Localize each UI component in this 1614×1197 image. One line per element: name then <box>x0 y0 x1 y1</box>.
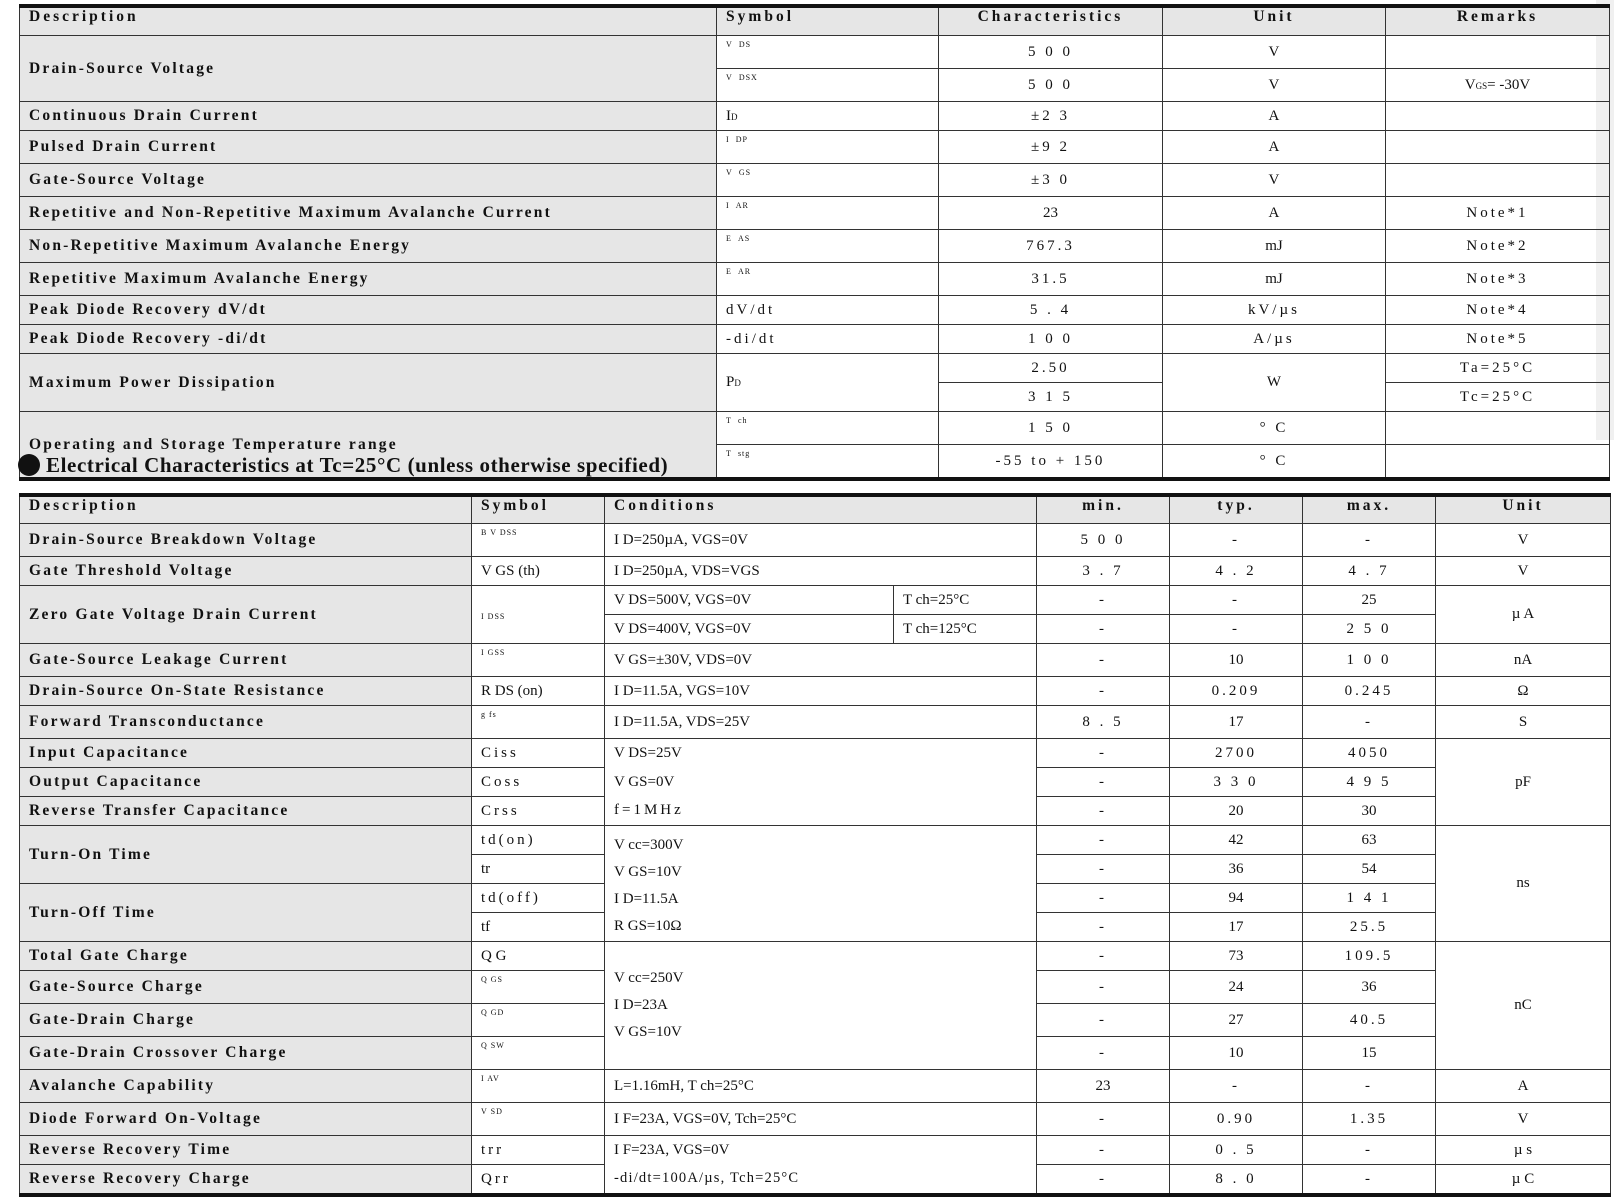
row-max: 25 <box>1303 586 1436 615</box>
table-row <box>20 586 1611 615</box>
table-row <box>20 164 1610 197</box>
row-max: - <box>1303 706 1436 739</box>
row-value: -55 to + 150 <box>938 445 1162 480</box>
table-row <box>20 354 1610 383</box>
row-value: ±9 2 <box>938 131 1162 164</box>
row-unit: A <box>1162 197 1385 230</box>
row-max: 63 <box>1303 826 1436 855</box>
row-min: - <box>1037 586 1170 615</box>
row-unit: mJ <box>1162 230 1385 263</box>
row-unit: V <box>1436 1103 1611 1136</box>
row-unit: ° C <box>1162 412 1385 445</box>
row-symbol: Q G <box>472 942 605 971</box>
row-symbol: I DP <box>717 131 939 164</box>
row-symbol: E AR <box>717 263 939 296</box>
header-conditions: Conditions <box>605 495 1037 524</box>
table-row <box>20 263 1610 296</box>
row-min: - <box>1037 1103 1170 1136</box>
row-unit: nC <box>1436 942 1611 1070</box>
row-symbol: Ciss <box>472 739 605 768</box>
table-row <box>20 102 1610 131</box>
row-description: Operating and Storage Temperature range <box>20 412 717 480</box>
row-value: 767.3 <box>938 230 1162 263</box>
row-symbol: PD <box>717 354 939 412</box>
row-description: Repetitive Maximum Avalanche Energy <box>20 263 717 296</box>
switching-conditions: V cc=300V V GS=10V I D=11.5A R GS=10Ω <box>605 826 1037 942</box>
row-typ: - <box>1170 615 1303 644</box>
row-typ: 24 <box>1170 971 1303 1004</box>
row-max: 30 <box>1303 797 1436 826</box>
row-typ: 17 <box>1170 706 1303 739</box>
row-unit: A <box>1162 131 1385 164</box>
row-value: 5 0 0 <box>938 69 1162 102</box>
row-typ: 2700 <box>1170 739 1303 768</box>
absolute-ratings-table <box>19 4 1610 481</box>
row-symbol: dV/dt <box>717 296 939 325</box>
row-description: Output Capacitance <box>20 768 472 797</box>
row-min: - <box>1037 615 1170 644</box>
table-header-row <box>20 6 1610 36</box>
row-unit: A <box>1162 102 1385 131</box>
header-characteristics: Characteristics <box>938 6 1162 36</box>
row-unit: mJ <box>1162 263 1385 296</box>
row-value: ±2 3 <box>938 102 1162 131</box>
row-unit: nA <box>1436 644 1611 677</box>
row-symbol: Qrr <box>472 1165 605 1196</box>
row-conditions: L=1.16mH, T ch=25°C <box>605 1070 1037 1103</box>
table-row <box>20 524 1611 557</box>
row-symbol: E AS <box>717 230 939 263</box>
header-unit: Unit <box>1436 495 1611 524</box>
row-conditions: f=1MHz <box>605 797 1037 826</box>
row-description: Drain-Source On-State Resistance <box>20 677 472 706</box>
row-symbol: V GS <box>717 164 939 197</box>
row-symbol: tf <box>472 913 605 942</box>
row-symbol: B V DSS <box>472 524 605 557</box>
table-row <box>20 230 1610 263</box>
row-unit: µ s <box>1436 1136 1611 1165</box>
table-header-row <box>20 495 1611 524</box>
row-symbol: td(off) <box>472 884 605 913</box>
row-min: - <box>1037 739 1170 768</box>
row-symbol: tr <box>472 855 605 884</box>
row-description: Gate-Drain Crossover Charge <box>20 1037 472 1070</box>
row-temperature: T ch=25°C <box>894 586 1037 615</box>
row-typ: 20 <box>1170 797 1303 826</box>
row-unit: Ω <box>1436 677 1611 706</box>
row-description: Total Gate Charge <box>20 942 472 971</box>
row-typ: 0.90 <box>1170 1103 1303 1136</box>
table-row <box>20 677 1611 706</box>
row-remark <box>1385 164 1609 197</box>
row-max: 36 <box>1303 971 1436 1004</box>
row-max: 25.5 <box>1303 913 1436 942</box>
row-symbol: R DS (on) <box>472 677 605 706</box>
row-symbol: V DSX <box>717 69 939 102</box>
row-description: Diode Forward On-Voltage <box>20 1103 472 1136</box>
row-symbol: Q SW <box>472 1037 605 1070</box>
row-remark: Note*2 <box>1385 230 1609 263</box>
row-description: Drain-Source Breakdown Voltage <box>20 524 472 557</box>
row-symbol: I GSS <box>472 644 605 677</box>
row-symbol: T ch <box>717 412 939 445</box>
row-remark: Note*4 <box>1385 296 1609 325</box>
row-symbol: I AR <box>717 197 939 230</box>
row-conditions: I D=250µA, VDS=VGS <box>605 557 1037 586</box>
row-description: Peak Diode Recovery dV/dt <box>20 296 717 325</box>
row-remark: Tc=25°C <box>1385 383 1609 412</box>
row-description: Gate-Source Charge <box>20 971 472 1004</box>
row-min: 5 0 0 <box>1037 524 1170 557</box>
row-min: - <box>1037 1004 1170 1037</box>
row-max: 4 . 7 <box>1303 557 1436 586</box>
row-min: - <box>1037 1037 1170 1070</box>
table-row <box>20 706 1611 739</box>
row-min: - <box>1037 644 1170 677</box>
row-remark <box>1385 36 1609 69</box>
row-conditions: I D=250µA, VGS=0V <box>605 524 1037 557</box>
row-remark: Note*5 <box>1385 325 1609 354</box>
row-typ: 3 3 0 <box>1170 768 1303 797</box>
row-value: 23 <box>938 197 1162 230</box>
table-row <box>20 36 1610 69</box>
header-symbol: Symbol <box>717 6 939 36</box>
row-max: 1.35 <box>1303 1103 1436 1136</box>
row-symbol: g fs <box>472 706 605 739</box>
row-conditions: I D=11.5A, VGS=10V <box>605 677 1037 706</box>
row-description: Reverse Transfer Capacitance <box>20 797 472 826</box>
row-description: Turn-Off Time <box>20 884 472 942</box>
row-unit: V <box>1162 36 1385 69</box>
row-remark <box>1385 102 1609 131</box>
row-max: 4 9 5 <box>1303 768 1436 797</box>
table-row <box>20 644 1611 677</box>
row-symbol: trr <box>472 1136 605 1165</box>
row-value: 1 5 0 <box>938 412 1162 445</box>
row-typ: - <box>1170 524 1303 557</box>
table-row <box>20 412 1610 445</box>
row-min: - <box>1037 884 1170 913</box>
row-max: - <box>1303 1136 1436 1165</box>
row-symbol: V DS <box>717 36 939 69</box>
row-min: - <box>1037 971 1170 1004</box>
row-max: - <box>1303 524 1436 557</box>
row-unit: ns <box>1436 826 1611 942</box>
row-symbol: I AV <box>472 1070 605 1103</box>
row-symbol: I DSS <box>472 586 605 644</box>
header-description: Description <box>20 495 472 524</box>
section-heading: Electrical Characteristics at Tc=25°C (unless otherwise specified) <box>18 453 668 478</box>
row-typ: 17 <box>1170 913 1303 942</box>
header-min: min. <box>1037 495 1170 524</box>
row-description: Gate Threshold Voltage <box>20 557 472 586</box>
row-conditions: V DS=25V <box>605 739 1037 768</box>
row-description: Gate-Drain Charge <box>20 1004 472 1037</box>
row-max: 2 5 0 <box>1303 615 1436 644</box>
row-max: 0.245 <box>1303 677 1436 706</box>
row-description: Drain-Source Voltage <box>20 36 717 102</box>
row-min: - <box>1037 1165 1170 1196</box>
row-remark <box>1385 131 1609 164</box>
row-unit: A <box>1436 1070 1611 1103</box>
row-symbol: Q GD <box>472 1004 605 1037</box>
row-description: Maximum Power Dissipation <box>20 354 717 412</box>
row-temperature: T ch=125°C <box>894 615 1037 644</box>
table-row <box>20 557 1611 586</box>
table-row <box>20 1165 1611 1196</box>
row-typ: 4 . 2 <box>1170 557 1303 586</box>
row-max: 15 <box>1303 1037 1436 1070</box>
header-typ: typ. <box>1170 495 1303 524</box>
row-unit: µ A <box>1436 586 1611 644</box>
row-min: - <box>1037 1136 1170 1165</box>
table-row <box>20 768 1611 797</box>
table-row <box>20 197 1610 230</box>
row-value: 3 1 5 <box>938 383 1162 412</box>
row-description: Continuous Drain Current <box>20 102 717 131</box>
row-symbol: Crss <box>472 797 605 826</box>
row-max: - <box>1303 1070 1436 1103</box>
table-row <box>20 325 1610 354</box>
row-min: - <box>1037 913 1170 942</box>
row-min: - <box>1037 768 1170 797</box>
row-min: - <box>1037 677 1170 706</box>
row-value: 5 . 4 <box>938 296 1162 325</box>
row-symbol: td(on) <box>472 826 605 855</box>
row-description: Turn-On Time <box>20 826 472 884</box>
row-typ: - <box>1170 586 1303 615</box>
table-row <box>20 1136 1611 1165</box>
bullet-icon <box>18 454 40 476</box>
table-row <box>20 739 1611 768</box>
row-value: 31.5 <box>938 263 1162 296</box>
row-max: 54 <box>1303 855 1436 884</box>
row-max: 1 4 1 <box>1303 884 1436 913</box>
row-typ: 73 <box>1170 942 1303 971</box>
row-symbol: T stg <box>717 445 939 480</box>
row-conditions: I F=23A, VGS=0V, Tch=25°C <box>605 1103 1037 1136</box>
table-row <box>20 942 1611 971</box>
table-row <box>20 296 1610 325</box>
row-unit: A/µs <box>1162 325 1385 354</box>
header-remarks: Remarks <box>1385 6 1609 36</box>
row-unit: V <box>1436 557 1611 586</box>
row-typ: 0.209 <box>1170 677 1303 706</box>
row-min: - <box>1037 855 1170 884</box>
table-row <box>20 1103 1611 1136</box>
row-symbol: -di/dt <box>717 325 939 354</box>
row-unit: W <box>1162 354 1385 412</box>
row-typ: 10 <box>1170 644 1303 677</box>
row-conditions: I D=11.5A, VDS=25V <box>605 706 1037 739</box>
row-unit: pF <box>1436 739 1611 826</box>
row-min: 8 . 5 <box>1037 706 1170 739</box>
electrical-characteristics-table <box>19 493 1611 1197</box>
row-value: 2.50 <box>938 354 1162 383</box>
row-symbol: Coss <box>472 768 605 797</box>
row-remark: Ta=25°C <box>1385 354 1609 383</box>
header-unit: Unit <box>1162 6 1385 36</box>
row-min: 3 . 7 <box>1037 557 1170 586</box>
row-conditions: I F=23A, VGS=0V <box>605 1136 1037 1165</box>
table-row <box>20 131 1610 164</box>
header-max: max. <box>1303 495 1436 524</box>
row-description: Zero Gate Voltage Drain Current <box>20 586 472 644</box>
row-max: - <box>1303 1165 1436 1196</box>
row-description: Forward Transconductance <box>20 706 472 739</box>
row-value: ±3 0 <box>938 164 1162 197</box>
row-conditions: V DS=400V, VGS=0V <box>605 615 894 644</box>
row-typ: 94 <box>1170 884 1303 913</box>
row-typ: - <box>1170 1070 1303 1103</box>
row-remark: Note*1 <box>1385 197 1609 230</box>
row-typ: 0 . 5 <box>1170 1136 1303 1165</box>
row-typ: 10 <box>1170 1037 1303 1070</box>
row-min: - <box>1037 826 1170 855</box>
row-unit: V <box>1436 524 1611 557</box>
header-description: Description <box>20 6 717 36</box>
row-description: Repetitive and Non-Repetitive Maximum Avalanche Current <box>20 197 717 230</box>
header-symbol: Symbol <box>472 495 605 524</box>
row-remark <box>1385 412 1609 445</box>
row-value: 5 0 0 <box>938 36 1162 69</box>
table-row <box>20 826 1611 855</box>
row-min: - <box>1037 797 1170 826</box>
row-min: 23 <box>1037 1070 1170 1103</box>
row-conditions: -di/dt=100A/µs, Tch=25°C <box>605 1165 1037 1196</box>
row-description: Peak Diode Recovery -di/dt <box>20 325 717 354</box>
row-unit: ° C <box>1162 445 1385 480</box>
row-typ: 36 <box>1170 855 1303 884</box>
row-description: Reverse Recovery Charge <box>20 1165 472 1196</box>
row-unit: S <box>1436 706 1611 739</box>
row-symbol: Q GS <box>472 971 605 1004</box>
row-unit: V <box>1162 164 1385 197</box>
row-description: Non-Repetitive Maximum Avalanche Energy <box>20 230 717 263</box>
row-max: 109.5 <box>1303 942 1436 971</box>
row-symbol: V SD <box>472 1103 605 1136</box>
gate-charge-conditions: V cc=250V I D=23A V GS=10V <box>605 942 1037 1070</box>
row-unit: kV/µs <box>1162 296 1385 325</box>
row-description: Input Capacitance <box>20 739 472 768</box>
row-min: - <box>1037 942 1170 971</box>
row-description: Reverse Recovery Time <box>20 1136 472 1165</box>
table-row <box>20 1070 1611 1103</box>
row-typ: 27 <box>1170 1004 1303 1037</box>
row-typ: 8 . 0 <box>1170 1165 1303 1196</box>
row-remark <box>1385 445 1609 480</box>
row-unit: V <box>1162 69 1385 102</box>
row-unit: µ C <box>1436 1165 1611 1196</box>
row-symbol: ID <box>717 102 939 131</box>
row-value: 1 0 0 <box>938 325 1162 354</box>
row-conditions: V GS=±30V, VDS=0V <box>605 644 1037 677</box>
row-description: Gate-Source Leakage Current <box>20 644 472 677</box>
row-remark: Note*3 <box>1385 263 1609 296</box>
row-max: 1 0 0 <box>1303 644 1436 677</box>
row-conditions: V DS=500V, VGS=0V <box>605 586 894 615</box>
row-max: 4050 <box>1303 739 1436 768</box>
row-description: Gate-Source Voltage <box>20 164 717 197</box>
row-description: Pulsed Drain Current <box>20 131 717 164</box>
row-remark: VGS= -30V <box>1385 69 1609 102</box>
row-description: Avalanche Capability <box>20 1070 472 1103</box>
row-symbol: V GS (th) <box>472 557 605 586</box>
table-row <box>20 797 1611 826</box>
row-conditions: V GS=0V <box>605 768 1037 797</box>
row-max: 40.5 <box>1303 1004 1436 1037</box>
row-typ: 42 <box>1170 826 1303 855</box>
